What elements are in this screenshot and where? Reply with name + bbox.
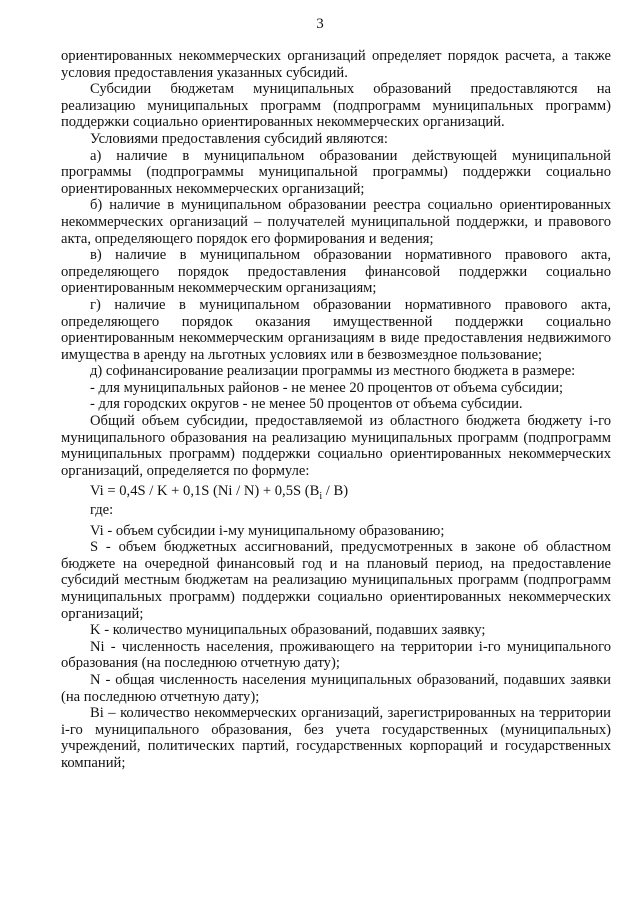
formula-where-label: где:	[90, 502, 114, 519]
list-item: г) наличие в муниципальном образовании нормативного правового акта, определяющего порядок оказания имущественной поддержки социально ориентированным некоммерческим организациям в виде предоставления недвижимого имущества в аренду на льготных условиях или в безвозмездное пользование;	[61, 296, 611, 363]
formula-tail: / B)	[322, 483, 349, 500]
paragraph: ориентированных некоммерческих организаций определяет порядок расчета, а также условия предоставления указанных субсидий.	[61, 48, 611, 81]
definition-item: N - общая численность населения муниципальных образований, подавших заявки (на последнюю отчетную дату);	[61, 671, 611, 705]
formula-subscript: i	[319, 491, 323, 503]
definition-item: S - объем бюджетных ассигнований, предусмотренных в законе об областном бюджете на очередной финансовый год и на плановый период, на предоставление субсидий местным бюджетам на реализацию муниципальных программ (подпрограмм муниципальных программ) поддержки социально ориентированных некоммерческих организаций;	[61, 539, 611, 622]
document-body	[61, 48, 611, 772]
definition-item: Bi – количество некоммерческих организаций, зарегистрированных на территории i-го муниципального образования, без учета государственных (муниципальных) учреждений, политических партий, государственных корпораций и государственных компаний;	[61, 705, 611, 771]
page-number: 3	[316, 16, 324, 32]
definition-item: Vi - объем субсидии i-му муниципальному образованию;	[90, 522, 445, 539]
definition-item: Ni - численность населения, проживающего на территории i-го муниципального образования (на последнюю отчетную дату);	[61, 638, 611, 672]
list-item: - для городских округов - не менее 50 процентов от объема субсидии.	[90, 396, 523, 413]
list-item: а) наличие в муниципальном образовании действующей муниципальной программы (подпрограммы муниципальной программы) поддержки социально ориентированных некоммерческих организаций;	[61, 147, 611, 197]
paragraph: Субсидии бюджетам муниципальных образований предоставляются на реализацию муниципальных программ (подпрограмм муниципальных программ) поддержки социально ориентированных некоммерческих организаций.	[61, 81, 611, 131]
paragraph: Общий объем субсидии, предоставляемой из областного бюджета бюджету i-го муниципального образования на реализацию муниципальных программ (подпрограмм муниципальных программ) поддержки социально ориентированных некоммерческих организаций, определяется по формуле:	[61, 413, 611, 479]
formula-main: Vi = 0,4S / K + 0,1S (Ni / N) + 0,5S (B	[90, 483, 320, 500]
formula	[61, 483, 611, 503]
list-item: - для муниципальных районов - не менее 20 процентов от объема субсидии;	[90, 379, 564, 396]
paragraph: Условиями предоставления субсидий являются:	[90, 130, 388, 147]
definition-item: K - количество муниципальных образований, подавших заявку;	[90, 622, 486, 639]
list-item: д) софинансирование реализации программы из местного бюджета в размере:	[90, 363, 576, 380]
list-item: в) наличие в муниципальном образовании нормативного правового акта, определяющего порядок предоставления финансовой поддержки социально ориентированным некоммерческим организациям;	[61, 247, 611, 297]
list-item: б) наличие в муниципальном образовании реестра социально ориентированных некоммерческих организаций – получателей муниципальной поддержки, и правового акта, определяющего порядок его формирования и ведения;	[61, 197, 611, 247]
